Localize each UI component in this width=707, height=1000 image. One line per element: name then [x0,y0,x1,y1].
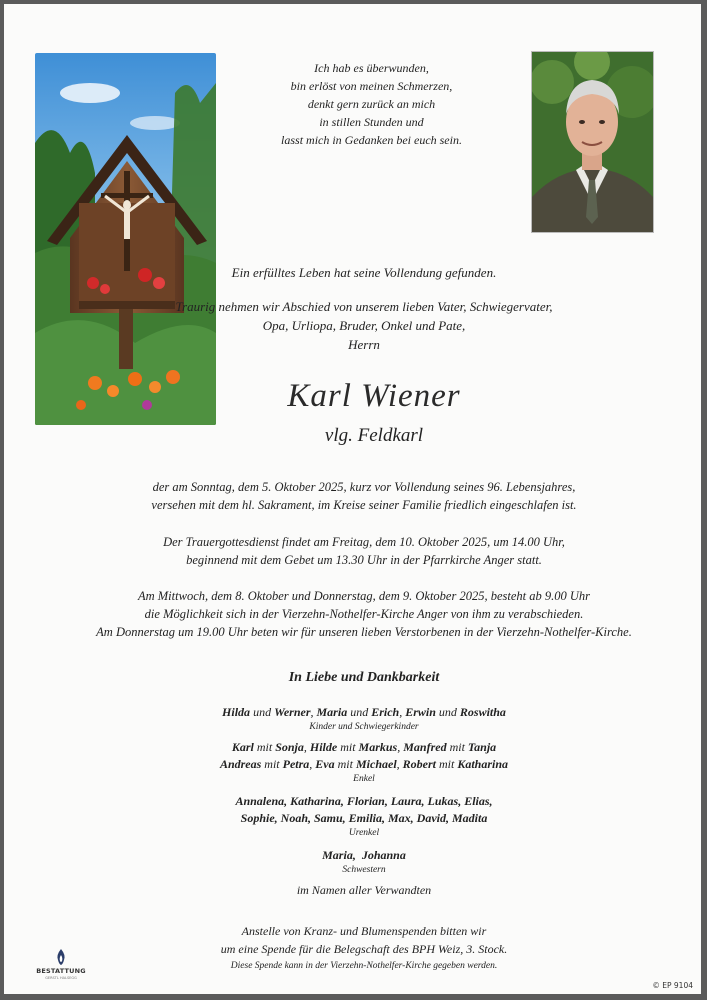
notice-line: der am Sonntag, dem 5. Oktober 2025, kurz vor Vollendung seines 96. Lebensjahres, [152,480,576,494]
obituary-page [4,4,701,994]
notice-line: Der Trauergottesdienst findet am Freitag, dem 10. Oktober 2025, um 14.00 Uhr, [163,535,565,549]
mourner-names: Andreas mit Petra, Eva mit Michael, Robert mit Katharina [219,757,509,771]
mourner-names: Hilda und Werner, Maria und Erich, Erwin und Roswitha [222,705,506,719]
notice-line: versehen mit dem hl. Sakrament, im Kreise seiner Familie friedlich eingeschlafen ist. [151,498,577,512]
vulgo-name: vlg. Feldkarl [324,425,424,446]
mourner-names: Sophie, Noah, Samu, Emilia, Max, David, Madita [240,811,488,825]
funeral-notice [84,533,644,569]
memorial-poem [219,59,524,149]
mourners-great-grandchildren [134,793,594,839]
mourner-names: Annalena, Katharina, Florian, Laura, Lukas, Elias, [235,794,493,808]
logo-wordmark: BESTATTUNG [36,967,86,975]
notice-line: Am Mittwoch, dem 8. Oktober und Donnerstag, dem 9. Oktober 2025, besteht ab 9.00 Uhr [137,589,591,603]
print-code: © EP 9104 [652,981,693,990]
notice-line: Am Donnerstag um 19.00 Uhr beten wir für unseren lieben Verstorbenen in der Vierzehn-Nothelfer-Kirche. [96,625,632,639]
mourners-grandchildren [134,739,594,785]
funeral-home-logo [33,948,89,984]
intro-line: Traurig nehmen wir Abschied von unserem lieben Vater, Schwiegervater, [175,299,553,314]
closing-line: um eine Spende für die Belegschaft des BPH Weiz, 3. Stock. [220,942,508,956]
intro-line: Opa, Urliopa, Bruder, Onkel und Pate, [262,318,466,333]
relation-label: Enkel [353,774,375,784]
relation-label: Urenkel [348,828,380,838]
relation-label: Kinder und Schwiegerkinder [309,722,419,732]
intro-text [104,297,624,354]
death-notice [84,478,644,514]
poem-line: lasst mich in Gedanken bei euch sein. [281,133,462,147]
mourner-names: Maria, Johanna [322,848,406,862]
mourners-others: im Namen aller Verwandten [296,883,432,897]
flame-icon [54,948,68,966]
farewell-notice [84,587,644,641]
notice-line: beginnend mit dem Gebet um 13.30 Uhr in der Pfarrkirche Anger statt. [186,553,542,567]
intro-line: Herrn [348,337,380,352]
thanks-heading: In Liebe und Dankbarkeit [288,670,440,685]
mourner-names: Karl mit Sonja, Hilde mit Markus, Manfred mit Tanja [231,740,497,754]
logo-subline: GERSTL HALSEGG [45,976,77,980]
closing-line: Anstelle von Kranz- und Blumenspenden bitten wir [241,924,487,938]
donation-note: Diese Spende kann in der Vierzehn-Nothelfer-Kirche gegeben werden. [230,961,498,971]
mourners-siblings [134,847,594,876]
poem-line: Ich hab es überwunden, [314,61,429,75]
relation-label: Schwestern [342,865,386,875]
deceased-name: Karl Wiener [287,378,461,414]
notice-line: die Möglichkeit sich in der Vierzehn-Nothelfer-Kirche Anger von ihm zu verabschieden. [144,607,584,621]
lead-sentence: Ein erfülltes Leben hat seine Vollendung gefunden. [231,265,497,280]
portrait-photo [531,51,654,233]
poem-line: bin erlöst von meinen Schmerzen, [290,79,453,93]
mourners-children [134,704,594,733]
poem-line: denkt gern zurück an mich [307,97,436,111]
shrine-photo [35,53,216,425]
poem-line: in stillen Stunden und [319,115,424,129]
donation-request [164,922,564,974]
